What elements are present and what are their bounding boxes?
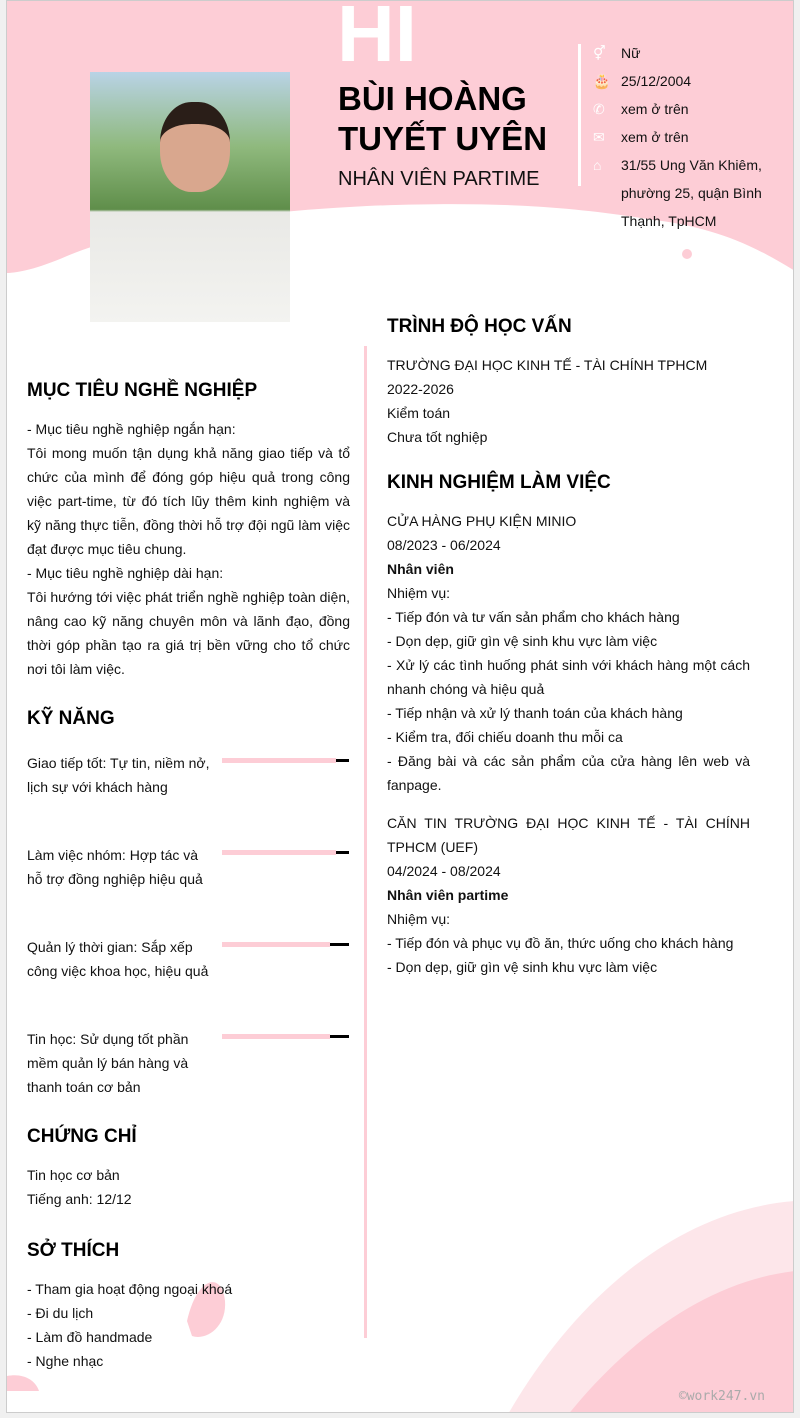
skill-label: Giao tiếp tốt: Tự tin, niềm nở, lịch sự với khách hàng [27, 755, 210, 795]
job-duty: - Xử lý các tình huống phát sinh với khách hàng một cách nhanh chóng và hiệu quả [387, 657, 750, 697]
header-divider [578, 44, 581, 186]
skill-level-bar [222, 759, 349, 762]
hobbies-section [27, 1239, 350, 1373]
education-section [387, 315, 750, 449]
skill-level-fill [222, 942, 330, 947]
education-years: 2022-2026 [387, 381, 454, 397]
job-entry [387, 811, 750, 979]
left-column [27, 379, 350, 1373]
section-title: KỸ NĂNG [27, 708, 115, 729]
job-company: CỬA HÀNG PHỤ KIỆN MINIO [387, 513, 577, 529]
full-name: BÙI HOÀNG TUYẾT UYÊN [338, 80, 548, 157]
contact-info [593, 39, 778, 235]
skill-label: Làm việc nhóm: Hợp tác và hỗ trợ đồng nghiệp hiệu quả [27, 847, 203, 887]
phone-icon: ✆ [593, 101, 605, 117]
hobbies-item: - Làm đồ handmade [27, 1329, 153, 1345]
job-duty: - Tiếp đón và phục vụ đồ ăn, thức uống cho khách hàng [387, 935, 734, 951]
school-name: TRƯỜNG ĐẠI HỌC KINH TẾ - TÀI CHÍNH TPHCM [387, 357, 708, 373]
watermark: ©work247.vn [678, 1389, 765, 1404]
objective-section [27, 379, 350, 681]
job-period: 04/2024 - 08/2024 [387, 863, 501, 879]
skills-section [27, 707, 350, 1119]
gender-icon: ⚥ [593, 45, 606, 61]
contact-item [593, 95, 778, 123]
section-title: KINH NGHIỆM LÀM VIỆC [387, 472, 611, 493]
certificates-item: Tin học cơ bản [27, 1167, 120, 1183]
job-duty: - Dọn dẹp, giữ gìn vệ sinh khu vực làm việc [387, 633, 658, 649]
job-duties-label: Nhiệm vụ: [387, 585, 451, 601]
job-company: CĂN TIN TRƯỜNG ĐẠI HỌC KINH TẾ - TÀI CHÍNH TPHCM (UEF) [387, 815, 750, 855]
job-position: Nhân viên partime [387, 887, 509, 903]
skill-level-bar [222, 943, 349, 946]
skill-level-fill [222, 758, 336, 763]
job-duty: - Kiểm tra, đối chiếu doanh thu mỗi ca [387, 729, 623, 745]
skill-item [27, 843, 350, 935]
contact-text: 31/55 Ung Văn Khiêm, phường 25, quận Bình Thạnh, TpHCM [621, 157, 762, 229]
header-watermark-text: HI [337, 0, 417, 78]
skill-label: Quản lý thời gian: Sắp xếp công việc khoa học, hiệu quả [27, 939, 209, 979]
hobbies-item: - Đi du lịch [27, 1305, 94, 1321]
certificates-section [27, 1125, 350, 1211]
job-duties-label: Nhiệm vụ: [387, 911, 451, 927]
skill-label: Tin học: Sử dụng tốt phần mềm quản lý bán hàng và thanh toán cơ bản [27, 1031, 189, 1095]
job-entry [387, 509, 750, 797]
column-divider [364, 346, 367, 1338]
objective-line: - Mục tiêu nghề nghiệp ngắn hạn: [27, 421, 236, 437]
section-title: MỤC TIÊU NGHỀ NGHIỆP [27, 380, 258, 401]
hobbies-item: - Tham gia hoạt động ngoại khoá [27, 1281, 233, 1297]
skill-level-fill [222, 850, 336, 855]
objective-line: - Mục tiêu nghề nghiệp dài hạn: [27, 565, 224, 581]
certificates-item: Tiếng anh: 12/12 [27, 1191, 132, 1207]
skill-item [27, 751, 350, 843]
skill-level-fill [222, 1034, 330, 1039]
contact-item [593, 67, 778, 95]
birthday-cake-icon: 🎂 [593, 73, 611, 89]
profile-photo [90, 72, 290, 322]
job-duty: - Tiếp nhận và xử lý thanh toán của khách hàng [387, 705, 683, 721]
section-title: TRÌNH ĐỘ HỌC VẤN [387, 316, 572, 337]
education-status: Chưa tốt nghiệp [387, 429, 488, 445]
job-duty: - Tiếp đón và tư vấn sản phẩm cho khách hàng [387, 609, 680, 625]
contact-text: Nữ [621, 45, 641, 61]
skill-item [27, 935, 350, 1027]
job-title: NHÂN VIÊN PARTIME [338, 168, 540, 190]
skill-item [27, 1027, 350, 1119]
right-column [387, 315, 750, 979]
job-duty: - Dọn dẹp, giữ gìn vệ sinh khu vực làm việc [387, 959, 658, 975]
skill-level-bar [222, 1035, 349, 1038]
contact-item [593, 151, 778, 235]
email-icon: ✉ [593, 129, 605, 145]
job-duty: - Đăng bài và các sản phẩm của cửa hàng lên web và fanpage. [387, 753, 750, 793]
education-major: Kiểm toán [387, 405, 451, 421]
contact-item [593, 39, 778, 67]
cv-page [6, 0, 794, 1413]
contact-text: 25/12/2004 [621, 73, 692, 89]
hobbies-item: - Nghe nhạc [27, 1353, 104, 1369]
objective-line: Tôi hướng tới việc phát triển nghề nghiệp toàn diện, nâng cao kỹ năng chuyên môn và lãnh đạo, đồng thời góp phần tạo ra giá trị bền vững cho tổ chức nơi tôi làm việc. [27, 589, 350, 677]
contact-item [593, 123, 778, 151]
section-title: SỞ THÍCH [27, 1240, 120, 1261]
contact-text: xem ở trên [621, 101, 689, 117]
section-title: CHỨNG CHỈ [27, 1126, 137, 1147]
job-position: Nhân viên [387, 561, 454, 577]
experience-section [387, 471, 750, 979]
skill-level-bar [222, 851, 349, 854]
contact-text: xem ở trên [621, 129, 689, 145]
job-period: 08/2023 - 06/2024 [387, 537, 501, 553]
home-icon: ⌂ [593, 157, 602, 173]
objective-line: Tôi mong muốn tận dụng khả năng giao tiếp và tổ chức của mình để đóng góp hiệu quả trong công việc part-time, từ đó tích lũy thêm kinh nghiệm và kỹ năng thực tiễn, đồng thời hỗ trợ đội ngũ làm việc đạt được mục tiêu chung. [27, 445, 350, 557]
